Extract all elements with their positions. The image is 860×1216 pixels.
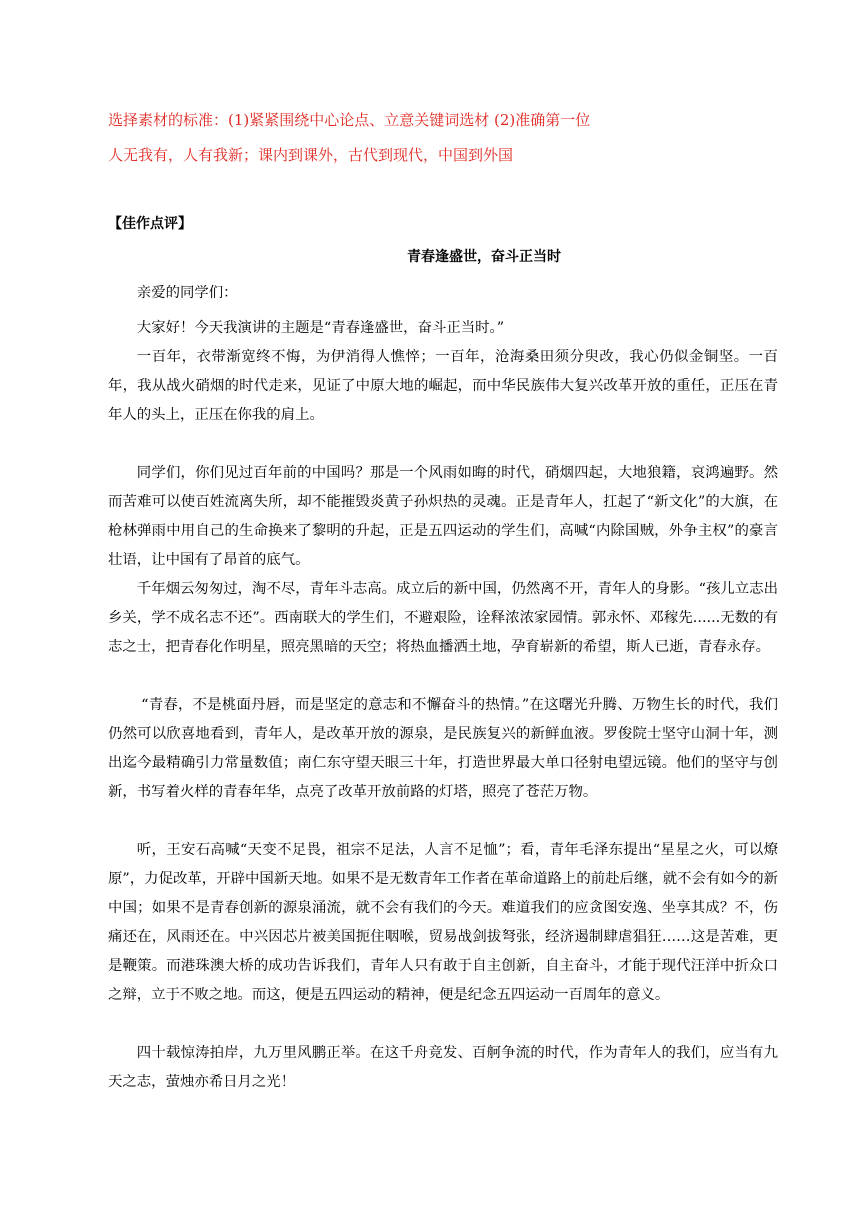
salutation: 亲爱的同学们： [136, 285, 238, 301]
essay-paragraph: “青春，不是桃面丹唇，而是坚定的意志和不懈奋斗的热情。”在这曙光升腾、万物生长的时代，我们仍然可以欣喜地看到，青年人，是改革开放的源泉，是民族复兴的新鲜血液。罗俊院士坚守山洞十年，测出迄今最精确引力常量数值；南仁东守望天眼三十年，打造世界最大单口径射电望远镜。他们的坚守与创新，书写着火样的青春年华，点亮了改革开放前路的灯塔，照亮了苍茫万物。 [108, 697, 778, 800]
essay-title: 青春逢盛世，奋斗正当时 [407, 249, 561, 265]
essay-paragraph: 千年烟云匆匆过，淘不尽，青年斗志高。成立后的新中国，仍然离不开，青年人的身影。“孩儿立志出乡关，学不成名志不还”。西南联大的学生们，不避艰险，诠释浓浓家园情。郭永怀、邓稼先......无数的有志之士，把青春化作明星，照亮黑暗的天空；将热血播洒土地，孕育崭新的希望，斯人已逝，青春永存。 [108, 581, 778, 655]
material-selection-criteria: 选择素材的标准：(1)紧紧围绕中心论点、立意关键词选材 (2)准确第一位 [108, 111, 591, 129]
essay-paragraph: 一百年，衣带渐宽终不悔，为伊消得人憔悴；一百年，沧海桑田须分臾改，我心仍似金铜坚。一百年，我从战火硝烟的时代走来，见证了中原大地的崛起，而中华民族伟大复兴改革开放的重任，正压在青年人的头上，正压在你我的肩上。 [108, 349, 778, 423]
opening-paragraph: 大家好！今天我演讲的主题是“青春逢盛世，奋斗正当时。” [136, 320, 505, 336]
section-heading: 【佳作点评】 [108, 216, 192, 232]
material-selection-principle: 人无我有，人有我新；课内到课外，古代到现代，中国到外国 [108, 146, 514, 164]
essay-paragraph: 听，王安石高喊“天变不足畏，祖宗不足法，人言不足恤”；看，青年毛泽东提出“星星之火，可以燎原”，力促改革，开辟中国新天地。如果不是无数青年工作者在革命道路上的前赴后继，就不会有如今的新中国；如果不是青春创新的源泉涌流，就不会有我们的今天。难道我们的应贪图安逸、坐享其成？不，伤痛还在，风雨还在。中兴因芯片被美国扼住咽喉，贸易战剑拔弩张，经济遏制肆虐猖狂……这是苦难，更是鞭策。而港珠澳大桥的成功告诉我们，青年人只有敢于自主创新，自主奋斗，才能于现代汪洋中折众口之辩，立于不败之地。而这，便是五四运动的精神，便是纪念五四运动一百周年的意义。 [108, 842, 778, 1003]
closing-paragraph: 四十载惊涛拍岸，九万里风鹏正举。在这千舟竞发、百舸争流的时代，作为青年人的我们，应当有九天之志，萤烛亦希日月之光！ [108, 1045, 778, 1090]
essay-paragraph: 同学们，你们见过百年前的中国吗？那是一个风雨如晦的时代，硝烟四起，大地狼籍，哀鸿遍野。然而苦难可以使百姓流离失所，却不能摧毁炎黄子孙炽热的灵魂。正是青年人，扛起了“新文化”的大旗，在枪林弹雨中用自己的生命换来了黎明的升起，正是五四运动的学生们，高喊“内除国贼，外争主权”的豪言壮语，让中国有了昂首的底气。 [108, 465, 778, 568]
